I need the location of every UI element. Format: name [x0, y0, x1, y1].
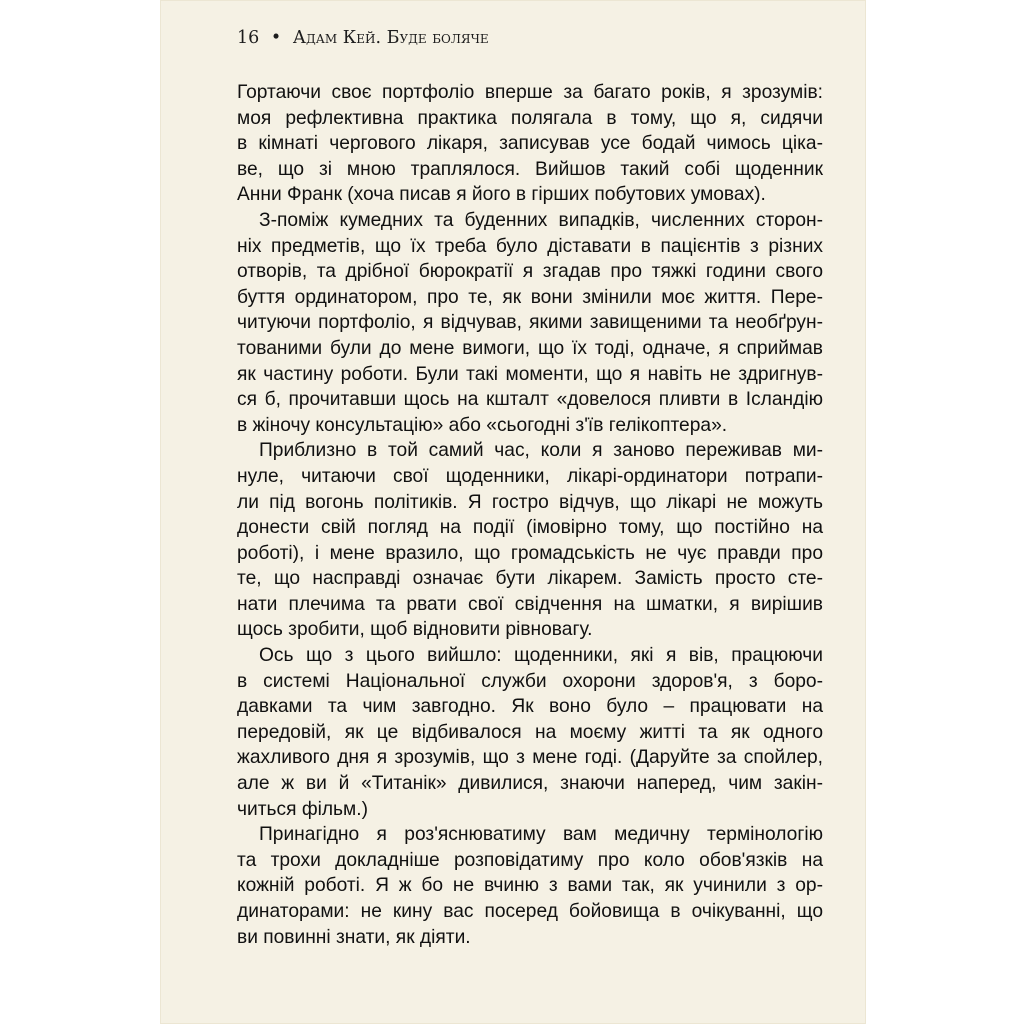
text-line: Ось що з цього вийшло: щоденники, які я вів, працюючи	[259, 645, 823, 667]
text-line: читуючи портфоліо, я відчував, якими завищеними та необґрун-	[237, 312, 823, 334]
running-header	[237, 28, 489, 48]
text-line: давками та чим завгодно. Як воно було – працювати на	[237, 696, 823, 718]
text-line: щось зробити, щоб відновити рівновагу.	[237, 619, 593, 641]
text-line: Гортаючи своє портфоліо вперше за багато років, я зрозумів:	[237, 82, 823, 103]
text-line: Приблизно в той самий час, коли я заново переживав ми-	[259, 440, 823, 462]
text-line: ся б, прочитавши щось на кшталт «довелося пливти в Ісландію	[237, 389, 823, 411]
text-line: кожній роботі. Я ж бо не вчиню з вами так, як учинили з ор-	[237, 875, 823, 897]
text-line: донести свій погляд на події (імовірно тому, що постійно на	[237, 517, 823, 539]
text-line: буття ординатором, про те, як вони змінили моє життя. Пере-	[237, 286, 823, 308]
text-line: нати плечима та рвати свої свідчення на шматки, я вирішив	[237, 593, 823, 615]
text-line: та трохи докладніше розповідатиму про коло обов'язків на	[237, 849, 823, 871]
text-line: в кімнаті чергового лікаря, записував усе бодай чимось ціка-	[237, 133, 823, 155]
text-line: нуле, читаючи свої щоденники, лікарі-ординатори потрапи-	[237, 465, 823, 487]
text-line: передовій, як це відбивалося на моєму житті та як одного	[237, 721, 823, 743]
text-line: моя рефлективна практика полягала в тому, що я, сидячи	[237, 107, 823, 129]
paragraph	[237, 80, 823, 208]
text-line: ли під вогонь політиків. Я гостро відчув, що лікарі не можуть	[237, 491, 823, 513]
paragraph	[237, 208, 823, 438]
text-line: в жіночу консультацію» або «сьогодні з'їв гелікоптера».	[237, 414, 728, 436]
text-line: Анни Франк (хоча писав я його в гірших побутових умовах).	[237, 184, 766, 206]
text-line: як частину роботи. Були такі моменти, що я навіть не здригнув-	[237, 363, 823, 385]
text-line: ніх предметів, що їх треба було діставати в пацієнтів з різних	[237, 235, 823, 257]
header-title: Адам Кей. Буде боляче	[292, 28, 489, 48]
text-line: ве, що зі мною траплялося. Вийшов такий собі щоденник	[237, 158, 823, 180]
text-line: роботі), і мене вразило, що громадськість не чує правди про	[237, 542, 823, 564]
text-line: те, що насправді означає бути лікарем. Замість просто сте-	[237, 568, 823, 590]
text-line: але ж ви й «Титанік» дивилися, знаючи наперед, чим закін-	[237, 773, 823, 795]
page-number: 16	[237, 28, 260, 48]
text-line: динаторами: не кину вас посеред бойовища в очікуванні, що	[237, 901, 823, 922]
text-line: Принагідно я роз'яснюватиму вам медичну термінологію	[259, 824, 823, 846]
text-line: З-поміж кумедних та буденних випадків, численних сторон-	[259, 209, 823, 231]
paragraph	[237, 438, 823, 643]
text-line: в системі Національної служби охорони здоров'я, з боро-	[237, 670, 823, 692]
text-line: отворів, та дрібної бюрократії я згадав про тяжкі години свого	[237, 261, 823, 283]
text-line: читься фільм.)	[237, 798, 368, 820]
paragraph	[237, 643, 823, 822]
text-line: тованими були до мене вимоги, що їх тоді, одначе, я сприймав	[237, 337, 823, 359]
text-line: ви повинні знати, як діяти.	[237, 926, 471, 948]
body-text	[237, 80, 823, 950]
paragraph	[237, 822, 823, 950]
header-separator: •	[270, 28, 282, 48]
text-line: жахливого дня я зрозумів, що з мене годі. (Даруйте за спойлер,	[237, 747, 823, 769]
